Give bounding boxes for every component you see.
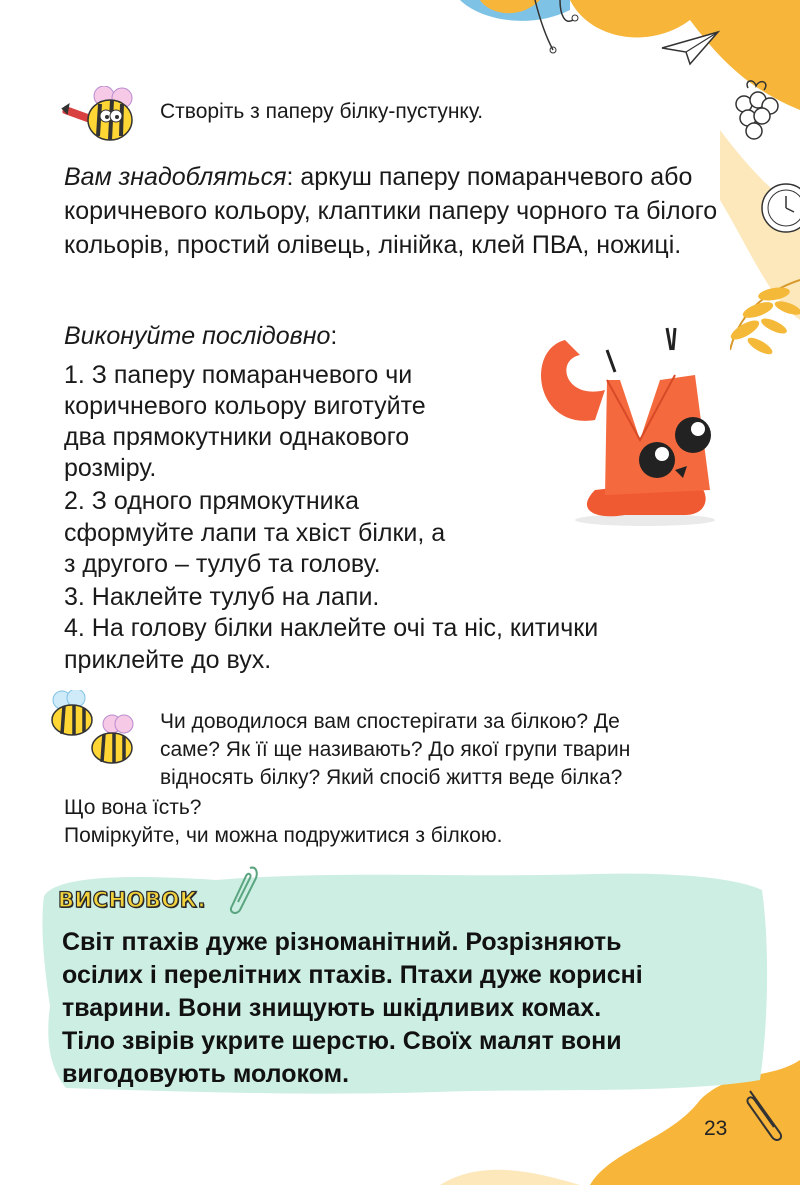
clock-icon [756,178,800,238]
step-line: приклейте до вух. [64,646,272,674]
conclusion-line: осілих і перелітних птахів. Птахи дуже корисні [62,961,643,989]
conclusion-badge: ВИСНОВОК. [58,888,206,912]
question-line: відносять білку? Який спосіб життя веде білка? [160,766,623,789]
bee-pencil-icon [58,86,150,148]
question-line: саме? Як її ще називають? До якої групи тварин [160,738,631,761]
materials-paragraph [64,160,744,262]
plant-sprig-decoration [515,0,585,60]
step-line: 4. На голову білки наклейте очі та ніс, китички [64,614,599,642]
question-line: Чи доводилося вам спостерігати за білкою? Де [160,710,620,733]
paper-plane-icon [660,28,720,68]
paper-squirrel-image [535,320,735,530]
step-line: 3. Наклейте тулуб на лапи. [64,583,380,611]
questions-block [160,708,740,792]
steps-colon: : [330,322,338,350]
step-line: коричневого кольору виготуйте [64,392,426,420]
conclusion-line: вигодовують молоком. [62,1060,350,1088]
conclusion-text [62,926,742,1091]
step-line: 2. З одного прямокутника [64,487,360,515]
conclusion-line: тварини. Вони знищують шкідливих комах. [62,994,602,1022]
materials-list: : аркуш паперу помаранчевого або коричневого кольору, клаптики паперу чорного та білого кольорів, простий олівець, лінійка, клей ПВА, ножиці. [64,163,718,259]
step-line: 1. З паперу помаранчевого чи [64,361,413,389]
materials-label: Вам знадобляться [64,163,287,191]
steps-heading [64,322,337,351]
task-instruction: Створіть з паперу білку-пустунку. [160,100,484,123]
leaf-icon [730,270,800,370]
conclusion-line: Тіло звірів укрите шерстю. Своїх малят вони [62,1027,622,1055]
step-line: два прямокутники однакового [64,423,410,451]
paperclip-icon [226,864,260,916]
question-line: Що вона їсть? [64,796,202,819]
step-line: розміру. [64,454,157,482]
question-line: Поміркуйте, чи можна подружитися з білкою. [64,824,503,847]
step-line: з другого – тулуб та голову. [64,550,381,578]
conclusion-line: Світ птахів дуже різноманітний. Розрізняють [62,928,622,956]
page-number: 23 [704,1117,728,1140]
two-bees-icon [44,690,144,770]
steps-label: Виконуйте послідовно [64,322,331,350]
step-line: сформуйте лапи та хвіст білки, а [64,519,446,547]
raspberry-icon [726,76,786,148]
